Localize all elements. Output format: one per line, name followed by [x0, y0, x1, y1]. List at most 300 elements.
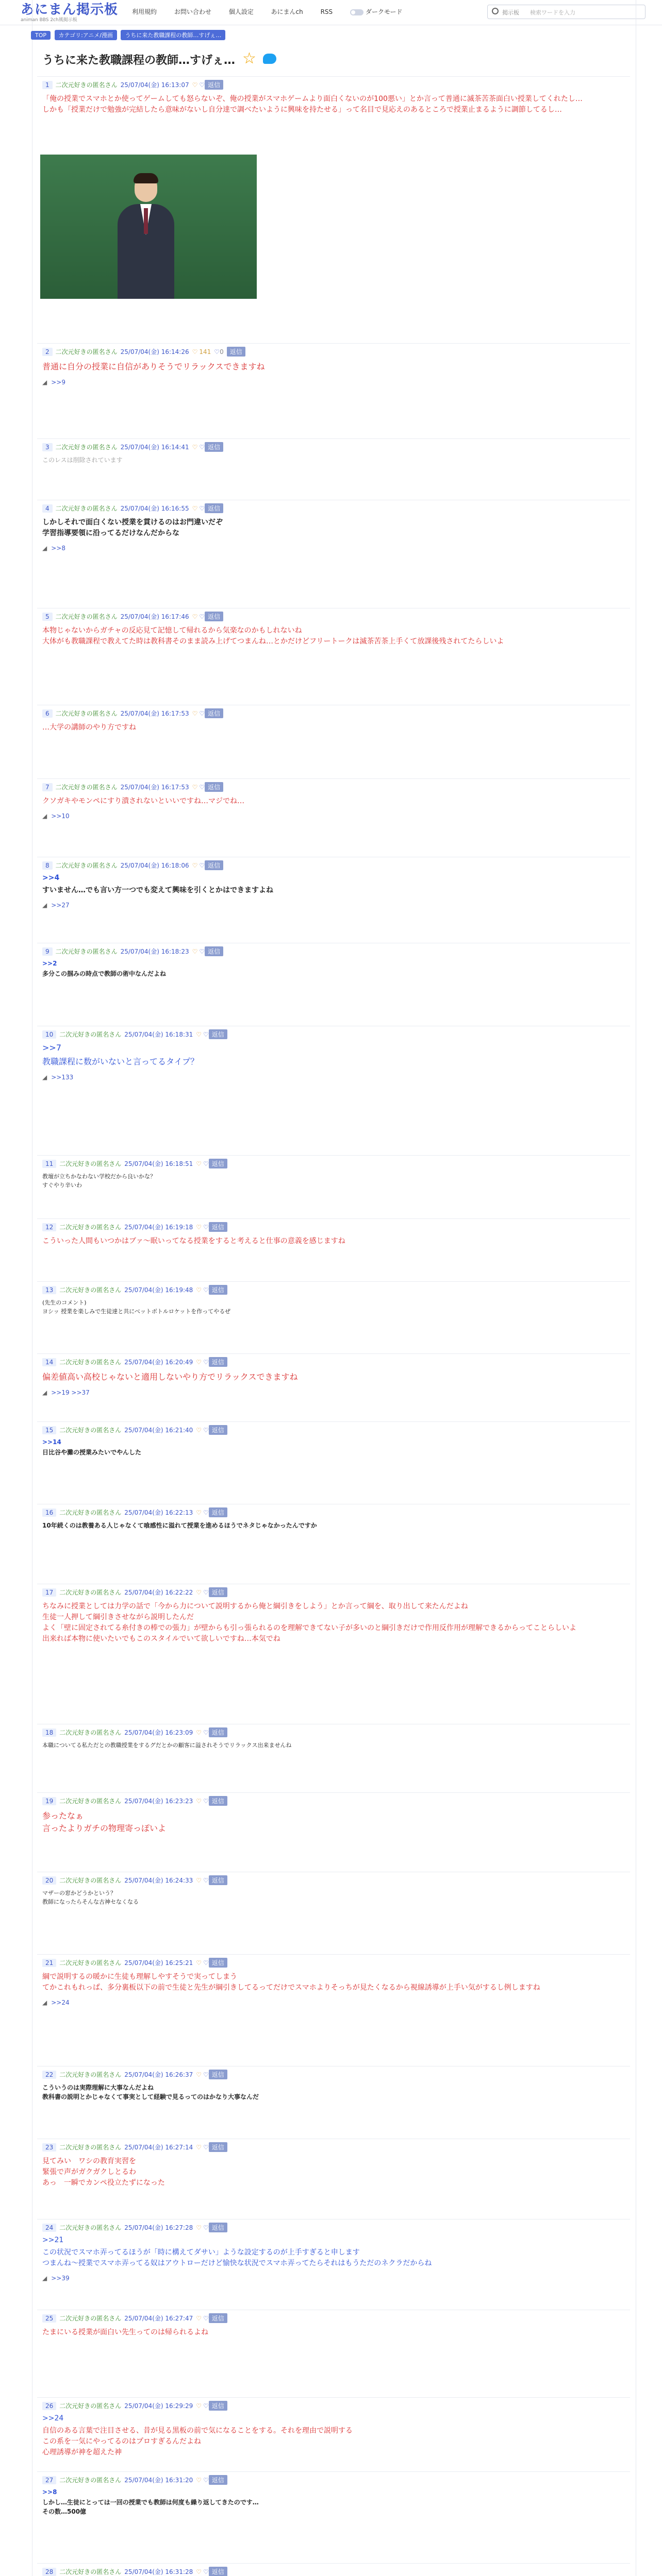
post-date: 25/07/04(金) 16:22:22 [124, 1589, 193, 1596]
post-body-line: 自信のある言葉で注目させる、昔が見る黒板の前で気になることをする。それを理由で説明する [42, 2427, 353, 2435]
post-number[interactable]: 1 [42, 81, 53, 89]
post-body-line[interactable]: >>7 [42, 1043, 61, 1053]
nav-rss[interactable]: RSS [320, 8, 333, 15]
reply-button[interactable]: 返信 [205, 503, 223, 513]
post-header [42, 2070, 227, 2079]
good-icon[interactable]: ♡ [196, 1427, 202, 1434]
post-body-line: こういうのは実際理解に大事なんだよね [42, 2084, 154, 2091]
post-body-line: 出来れば本物に使いたいでもこのスタイルでいて欲しいですね…本気でね [42, 1635, 280, 1643]
post-date: 25/07/04(金) 16:18:51 [124, 1160, 193, 1167]
post-date: 25/07/04(金) 16:17:53 [120, 710, 189, 717]
post-divider [37, 2397, 630, 2398]
post-date: 25/07/04(金) 16:23:23 [124, 1798, 193, 1805]
post-body-line: てかこれもれっぱ、多分裏板以下の前で生徒と先生が綱引きしてるってだけでスマホよりそっちが見たくなるから視線誘導が上手い気がするし例しますね [42, 1984, 540, 1992]
post-number[interactable]: 3 [42, 443, 53, 451]
post-header [42, 1587, 227, 1597]
post-divider [37, 1155, 630, 1156]
post-header [42, 1425, 227, 1435]
poster-name: 二次元好きの匿名さん [55, 348, 118, 355]
post-number[interactable]: 25 [42, 2314, 56, 2323]
post-number[interactable]: 19 [42, 1797, 56, 1805]
reply-anchor-text[interactable]: >>24 [51, 1999, 70, 2006]
post-body-line[interactable]: >>4 [42, 874, 60, 882]
post-date: 25/07/04(金) 16:31:28 [124, 2568, 193, 2575]
nav-terms[interactable]: 利用規約 [132, 8, 157, 15]
post-header [42, 1285, 227, 1295]
post-header [42, 1357, 227, 1367]
post-number[interactable]: 23 [42, 2143, 56, 2151]
post-number[interactable]: 14 [42, 1358, 56, 1366]
post-body-line[interactable]: >>24 [42, 2414, 64, 2422]
post-date: 25/07/04(金) 16:16:55 [120, 505, 189, 512]
post-body-line[interactable]: >>2 [42, 960, 57, 967]
post-divider [37, 1421, 630, 1422]
bad-icon[interactable]: ♡ [203, 1959, 209, 1967]
post-divider [37, 343, 630, 344]
post-body-line: この系を一気にやってるのはプロすぎるんだよね [42, 2437, 201, 2446]
reply-anchors[interactable] [42, 902, 70, 909]
bad-icon[interactable]: ♡ [203, 2402, 209, 2410]
bad-icon[interactable]: ♡ [203, 1509, 209, 1516]
post-date: 25/07/04(金) 16:25:21 [124, 1959, 193, 1967]
post-number[interactable]: 27 [42, 2476, 56, 2484]
post-number[interactable]: 20 [42, 1876, 56, 1885]
post-header [42, 2313, 227, 2323]
post-body-line: 日比谷や灘の授業みたいでやんした [42, 1449, 142, 1456]
post-body-line: 綱で説明するの暖かに生徒も理解しやすそうで実ってしまう [42, 1973, 237, 1981]
poster-name: 二次元好きの匿名さん [59, 1427, 122, 1434]
good-icon[interactable]: ♡ [192, 444, 198, 451]
post-body-line: 緊張で声がガクガクしとるわ [42, 2168, 136, 2176]
poster-name: 二次元好きの匿名さん [55, 784, 118, 791]
post-body-line[interactable]: >>8 [42, 2488, 57, 2496]
reply-arrow-icon: ◢ [42, 1074, 47, 1081]
reply-button[interactable]: 返信 [209, 1958, 227, 1968]
poster-name: 二次元好きの匿名さん [59, 1160, 122, 1167]
nav-settings[interactable]: 個人設定 [228, 8, 254, 15]
post-body-line: しかも「授業だけで勉強が完結したら意味がないし自分達で調べたいように興味を持たせる」って名目で見応えのあるところで授業止まるように調節してるし… [42, 106, 562, 114]
good-icon[interactable]: ♡ [196, 1160, 202, 1167]
post-date: 25/07/04(金) 16:14:41 [120, 444, 189, 451]
reply-button[interactable]: 返信 [209, 1029, 227, 1039]
breadcrumb [31, 30, 227, 40]
poster-name: 二次元好きの匿名さん [55, 862, 118, 869]
favorite-star-icon[interactable]: ☆ [242, 49, 256, 67]
good-icon[interactable]: ♡ [196, 1509, 202, 1516]
post-header [42, 2401, 227, 2411]
post-date: 25/07/04(金) 16:17:53 [120, 784, 189, 791]
bad-icon[interactable]: ♡ [203, 1031, 209, 1038]
reply-anchors[interactable] [42, 545, 65, 552]
post-body-line: 10年続くのは教養ある人じゃなくて喰感性に溢れて授業を進めるほうでネタじゃなかったんですか [42, 1522, 317, 1529]
post-number[interactable]: 15 [42, 1426, 56, 1434]
good-icon[interactable]: ♡ [196, 2071, 202, 2078]
good-icon[interactable]: ♡ [196, 1359, 202, 1366]
reply-button[interactable]: 返信 [209, 1727, 227, 1737]
post-body-line: しかし…生徒にとっては一回の授業でも教師は何度も繰り返してきたのです… [42, 2499, 259, 2506]
post-body-line: たまにいる授業が面白い先生ってのは帰られるよね [42, 2328, 208, 2336]
bad-icon[interactable]: ♡ [203, 1729, 209, 1736]
good-icon[interactable]: ♡ [192, 81, 198, 89]
post-body-line: しかしそれで面白くない授業を貫けるのはお門違いだぞ [42, 518, 223, 527]
post-date: 25/07/04(金) 16:27:14 [124, 2144, 193, 2151]
post-number[interactable]: 18 [42, 1728, 56, 1737]
reply-button[interactable]: 返信 [209, 1875, 227, 1885]
bad-icon[interactable]: ♡ [203, 1286, 209, 1294]
reply-button[interactable]: 返信 [209, 1507, 227, 1517]
good-icon[interactable]: ♡ [192, 505, 198, 512]
reply-button[interactable]: 返信 [205, 860, 223, 870]
post-body-line: すぐやり辛いわ [42, 1182, 82, 1189]
reply-button[interactable]: 返信 [205, 612, 223, 621]
reply-button[interactable]: 返信 [209, 1222, 227, 1232]
reply-button[interactable]: 返信 [209, 1587, 227, 1597]
post-date: 25/07/04(金) 16:19:18 [124, 1224, 193, 1231]
poster-name: 二次元好きの匿名さん [55, 710, 118, 717]
bad-icon[interactable]: ♡ [214, 348, 220, 355]
poster-name: 二次元好きの匿名さん [59, 1877, 122, 1884]
reply-button[interactable]: 返信 [205, 80, 223, 90]
reply-anchor-text[interactable]: >>133 [51, 1074, 74, 1081]
good-icon[interactable]: ♡ [192, 613, 198, 620]
post-body-line: 心理誘導が神を超えた神 [42, 2448, 122, 2456]
good-count: 141 [199, 348, 211, 355]
post-body-line: 本物じゃないからガチャの反応見て記憶して帰れるから気楽なのかもしれないね [42, 626, 302, 635]
good-icon[interactable]: ♡ [192, 948, 198, 955]
good-icon[interactable]: ♡ [196, 1286, 202, 1294]
reply-button[interactable]: 返信 [209, 2313, 227, 2323]
post-body-line: 多分この掴みの時点で教師の術中なんだよね [42, 970, 167, 977]
poster-name: 二次元好きの匿名さん [59, 2568, 122, 2575]
post-number[interactable]: 28 [42, 2568, 56, 2576]
post-header [42, 1875, 227, 1885]
poster-name: 二次元好きの匿名さん [59, 1286, 122, 1294]
post-body-line: 偏差値高い高校じゃないと適用しないやり方でリラックスできますね [42, 1372, 298, 1382]
post-body-line: 教科書の説明とかじゃなくて事実として経験で見るってのはかなり大事なんだ [42, 2093, 259, 2100]
bad-count: 0 [220, 348, 224, 355]
bad-icon[interactable]: ♡ [203, 1224, 209, 1231]
poster-name: 二次元好きの匿名さん [59, 1589, 122, 1596]
reply-anchor-text[interactable]: >>19 >>37 [51, 1389, 90, 1396]
good-icon[interactable]: ♡ [196, 2477, 202, 2484]
post-body-line: この状況でスマホ弄ってるほうが「時に構えてダサい」ような設定するのが上手すぎると申します [42, 2248, 360, 2257]
reply-button[interactable]: 返信 [205, 442, 223, 452]
post-number[interactable]: 9 [42, 947, 53, 956]
reply-anchor-text[interactable]: >>39 [51, 2275, 70, 2282]
post-number[interactable]: 24 [42, 2224, 56, 2232]
post-body-line: 教師になったらそんな古神セなくなる [42, 1899, 139, 1905]
post-date: 25/07/04(金) 16:20:49 [124, 1359, 193, 1366]
post-body-line: 見てみい ワシの教育実習を [42, 2157, 136, 2165]
good-icon[interactable]: ♡ [196, 1798, 202, 1805]
reply-anchors[interactable] [42, 812, 70, 820]
reply-button[interactable]: 返信 [209, 1159, 227, 1168]
post-date: 25/07/04(金) 16:26:37 [124, 2071, 193, 2078]
post-header [42, 1029, 227, 1039]
bad-icon[interactable]: ♡ [203, 2477, 209, 2484]
good-icon[interactable]: ♡ [196, 1959, 202, 1967]
nav-animanch[interactable]: あにまんch [271, 8, 303, 15]
good-icon[interactable]: ♡ [192, 348, 198, 355]
good-icon[interactable]: ♡ [196, 2568, 202, 2575]
bad-icon[interactable]: ♡ [199, 613, 205, 620]
bad-icon[interactable]: ♡ [203, 2568, 209, 2575]
search-input[interactable]: 検索ワードを入力 [530, 9, 575, 16]
reply-button[interactable]: 返信 [227, 347, 245, 357]
post-body-line: 参ったなぁ [42, 1811, 84, 1821]
poster-name: 二次元好きの匿名さん [59, 1729, 122, 1736]
good-icon[interactable]: ♡ [196, 2224, 202, 2231]
good-icon[interactable]: ♡ [192, 784, 198, 791]
bad-icon[interactable]: ♡ [203, 1589, 209, 1596]
post-date: 25/07/04(金) 16:18:31 [124, 1031, 193, 1038]
good-icon[interactable]: ♡ [196, 2315, 202, 2322]
post-number[interactable]: 10 [42, 1030, 56, 1039]
reply-anchor-text[interactable]: >>9 [51, 379, 65, 386]
search-scope-label: 掲示板 [502, 9, 519, 16]
post-body-line: すいません…でも言い方一つでも変えて興味を引くとかはできますよね [42, 886, 273, 894]
good-icon[interactable]: ♡ [196, 2144, 202, 2151]
post-header [42, 1796, 227, 1806]
post-number[interactable]: 12 [42, 1223, 56, 1231]
site-logo-subtitle: animan BBS 2ch風掲示板 [21, 18, 77, 23]
reply-arrow-icon: ◢ [42, 1999, 47, 2006]
post-header [42, 1727, 227, 1737]
post-body-line: 言ったよりガチの物理寄っぽいよ [42, 1823, 167, 1833]
good-icon[interactable]: ♡ [196, 1224, 202, 1231]
post-date: 25/07/04(金) 16:31:20 [124, 2477, 193, 2484]
poster-name: 二次元好きの匿名さん [55, 444, 118, 451]
post-body-line: …大学の講師のやり方ですね [42, 723, 136, 732]
post-header [42, 612, 223, 621]
thread-title: うちに来た教職課程の教師…すげぇ… [42, 54, 236, 67]
post-header [42, 1159, 227, 1168]
bad-icon[interactable]: ♡ [203, 2224, 209, 2231]
poster-name: 二次元好きの匿名さん [59, 1359, 122, 1366]
reply-arrow-icon: ◢ [42, 2275, 47, 2282]
post-divider [37, 438, 630, 439]
good-icon[interactable]: ♡ [196, 1589, 202, 1596]
reply-anchors[interactable] [42, 2275, 70, 2282]
post-body-line: 普通に自分の授業に自信がありそうでリラックスできますね [42, 362, 265, 371]
bad-icon[interactable]: ♡ [199, 505, 205, 512]
breadcrumb-top[interactable]: TOP [31, 31, 51, 40]
post-header [42, 2223, 227, 2232]
post-divider [37, 1353, 630, 1354]
bad-icon[interactable]: ♡ [199, 948, 205, 955]
post-body-line: よく「壁に固定されてる糸付きの棒での張力」が壁からも引っ張られるのを理解できてない子が多いのと綱引きだけで作用反作用が理解できるからってことらしいよ [42, 1624, 576, 1632]
reply-button[interactable]: 返信 [205, 782, 223, 792]
good-icon[interactable]: ♡ [196, 1729, 202, 1736]
post-number[interactable]: 21 [42, 1959, 56, 1967]
reply-button[interactable]: 返信 [209, 1285, 227, 1295]
post-number[interactable]: 7 [42, 783, 53, 791]
post-body-line: 学習指導要領に沿ってるだけなんだからな [42, 529, 179, 537]
post-divider [37, 1792, 630, 1793]
post-body-line: 「俺の授業でスマホとか使ってゲームしても怒らないぞ、俺の授業がスマホゲームより面白くないのが100悪い」とか言って普通に滅茶苦茶面白い授業してくれたし… [42, 95, 583, 103]
bad-icon[interactable]: ♡ [203, 1877, 209, 1884]
post-number[interactable]: 5 [42, 613, 53, 621]
reply-button[interactable]: 返信 [209, 2401, 227, 2411]
post-body-line[interactable]: >>14 [42, 1438, 61, 1446]
post-divider [37, 1218, 630, 1219]
post-header [42, 347, 245, 357]
good-icon[interactable]: ♡ [196, 1031, 202, 1038]
post-date: 25/07/04(金) 16:19:48 [124, 1286, 193, 1294]
post-header [42, 708, 223, 718]
post-number[interactable]: 8 [42, 861, 53, 870]
reply-anchors[interactable] [42, 1999, 70, 2006]
post-divider [37, 2563, 630, 2564]
reply-anchor-text[interactable]: >>27 [51, 902, 70, 909]
bad-icon[interactable]: ♡ [203, 2071, 209, 2078]
reply-arrow-icon: ◢ [42, 379, 47, 386]
reply-arrow-icon: ◢ [42, 812, 47, 820]
poster-name: 二次元好きの匿名さん [55, 81, 118, 89]
post-number[interactable]: 16 [42, 1509, 56, 1517]
good-icon[interactable]: ♡ [196, 1877, 202, 1884]
post-body-line: クソガキやモンペにすり潰されないといいですね…マジでね… [42, 797, 244, 805]
post-number[interactable]: 2 [42, 348, 53, 356]
post-date: 25/07/04(金) 16:21:40 [124, 1427, 193, 1434]
post-header [42, 503, 223, 513]
post-body-line: ヨシッ 授業を楽しみで生徒達と共にべットボトルロケットを作ってやるぜ [42, 1308, 230, 1315]
bad-icon[interactable]: ♡ [203, 1427, 209, 1434]
reply-anchors[interactable] [42, 379, 65, 386]
bad-icon[interactable]: ♡ [199, 444, 205, 451]
reply-button[interactable]: 返信 [209, 1425, 227, 1435]
bad-icon[interactable]: ♡ [203, 2315, 209, 2322]
good-icon[interactable]: ♡ [192, 710, 198, 717]
dark-mode-label: ダークモード [365, 8, 403, 15]
post-number[interactable]: 17 [42, 1588, 56, 1597]
nav-contact[interactable]: お問い合わせ [174, 8, 211, 15]
post-date: 25/07/04(金) 16:14:26 [120, 348, 189, 355]
reply-arrow-icon: ◢ [42, 545, 47, 552]
post-date: 25/07/04(金) 16:22:13 [124, 1509, 193, 1516]
reply-button[interactable]: 返信 [209, 1796, 227, 1806]
post-date: 25/07/04(金) 16:18:06 [120, 862, 189, 869]
bad-icon[interactable]: ♡ [203, 2144, 209, 2151]
poster-name: 二次元好きの匿名さん [59, 1798, 122, 1805]
poster-name: 二次元好きの匿名さん [59, 1509, 122, 1516]
reply-button[interactable]: 返信 [209, 1357, 227, 1367]
post-date: 25/07/04(金) 16:23:09 [124, 1729, 193, 1736]
reply-arrow-icon: ◢ [42, 1389, 47, 1396]
post-date: 25/07/04(金) 16:27:28 [124, 2224, 193, 2231]
poster-name: 二次元好きの匿名さん [59, 2477, 122, 2484]
bad-icon[interactable]: ♡ [199, 81, 205, 89]
post-body-line: このレスは削除されています [42, 456, 123, 464]
post-header [42, 1222, 227, 1232]
site-logo-title: あにまん掲示板 [21, 2, 119, 18]
post-body-line: ちなみに授業としては力学の話で「今から力について説明するから俺と綱引きをしよう」とか言って綱を、取り出して来たんだよね [42, 1602, 468, 1611]
reply-arrow-icon: ◢ [42, 902, 47, 909]
post-header [42, 782, 223, 792]
post-body-line: 生徒一人押して綱引きさせながら説明したんだ [42, 1613, 194, 1621]
post-number[interactable]: 4 [42, 504, 53, 513]
poster-name: 二次元好きの匿名さん [59, 1031, 122, 1038]
post-header [42, 1507, 227, 1517]
reply-button[interactable]: 返信 [209, 2475, 227, 2485]
post-date: 25/07/04(金) 16:13:07 [120, 81, 189, 89]
post-image[interactable] [40, 155, 257, 299]
poster-name: 二次元好きの匿名さん [59, 2224, 122, 2231]
post-divider [37, 1281, 630, 1282]
twitter-share-icon[interactable] [263, 54, 276, 64]
post-number[interactable]: 26 [42, 2402, 56, 2410]
reply-anchors[interactable] [42, 1389, 90, 1396]
reply-button[interactable]: 返信 [205, 708, 223, 718]
teacher-figure [118, 175, 174, 299]
post-header [42, 946, 223, 956]
post-body-line: その数…500億 [42, 2508, 87, 2515]
post-divider [37, 1954, 630, 1955]
reply-anchors[interactable] [42, 1074, 73, 1081]
post-header [42, 2142, 227, 2152]
reply-button[interactable]: 返信 [205, 946, 223, 956]
reply-button[interactable]: 返信 [209, 2567, 227, 2576]
reply-button[interactable]: 返信 [209, 2070, 227, 2079]
post-body-line: 本職についてる私ただとの教職授業をするグだとかの顧客に溢されそうでリラックス出来ませんね [42, 1742, 292, 1749]
bad-icon[interactable]: ♡ [203, 1359, 209, 1366]
post-number[interactable]: 13 [42, 1286, 56, 1294]
poster-name: 二次元好きの匿名さん [59, 1959, 122, 1967]
reply-anchor-text[interactable]: >>8 [51, 545, 65, 552]
poster-name: 二次元好きの匿名さん [59, 2315, 122, 2322]
post-body-line: 大体がも教職課程で教えてた時は教科書そのまま読み上げてつまんね…とかだけどフリートークは滅茶苦茶上手くて放課後残されてたらしいよ [42, 637, 504, 646]
post-body-line: こういった人間もいつかはブァ〜眠いってなる授業をすると考えると仕事の意義を感じますね [42, 1237, 345, 1245]
poster-name: 二次元好きの匿名さん [59, 2144, 122, 2151]
bad-icon[interactable]: ♡ [203, 1798, 209, 1805]
good-icon[interactable]: ♡ [192, 862, 198, 869]
post-body-line: マザーの窓かどうかという？ [42, 1890, 116, 1896]
post-divider [37, 76, 630, 77]
post-body-line: (先生のコメント) [42, 1299, 87, 1306]
post-body-line: あっ 一瞬でカンペ役立たずになった [42, 2179, 165, 2187]
post-number[interactable]: 6 [42, 709, 53, 718]
post-header [42, 1958, 227, 1968]
bad-icon[interactable]: ♡ [203, 1160, 209, 1167]
post-date: 25/07/04(金) 16:27:47 [124, 2315, 193, 2322]
reply-button[interactable]: 返信 [209, 2223, 227, 2232]
post-date: 25/07/04(金) 16:18:23 [120, 948, 189, 955]
reply-anchor-text[interactable]: >>10 [51, 812, 70, 820]
reply-button[interactable]: 返信 [209, 2142, 227, 2152]
poster-name: 二次元好きの匿名さん [55, 948, 118, 955]
bad-icon[interactable]: ♡ [199, 784, 205, 791]
poster-name: 二次元好きの匿名さん [59, 1224, 122, 1231]
post-body-line[interactable]: >>21 [42, 2236, 64, 2244]
post-header [42, 2567, 227, 2576]
breadcrumb-thread[interactable]: うちに来た教職課程の教師…すげぇ… [121, 30, 225, 40]
post-header [42, 860, 223, 870]
poster-name: 二次元好きの匿名さん [55, 505, 118, 512]
poster-name: 二次元好きの匿名さん [59, 2071, 122, 2078]
breadcrumb-category[interactable]: カテゴリ:アニメ/漫画 [55, 30, 117, 40]
post-number[interactable]: 22 [42, 2071, 56, 2079]
bad-icon[interactable]: ♡ [199, 862, 205, 869]
post-body-line: 教職課程に数がいないと言ってるタイプ？ [42, 1057, 199, 1066]
post-divider [37, 778, 630, 779]
post-date: 25/07/04(金) 16:29:29 [124, 2402, 193, 2410]
bad-icon[interactable]: ♡ [199, 710, 205, 717]
post-body-line: つまんね〜授業でスマホ弄ってる奴はアウトローだけど愉快な状況でスマホ弄ってたらそれはもうただのネクラだからね [42, 2259, 432, 2267]
poster-name: 二次元好きの匿名さん [59, 2402, 122, 2410]
post-number[interactable]: 11 [42, 1160, 56, 1168]
good-icon[interactable]: ♡ [196, 2402, 202, 2410]
post-header [42, 80, 223, 90]
